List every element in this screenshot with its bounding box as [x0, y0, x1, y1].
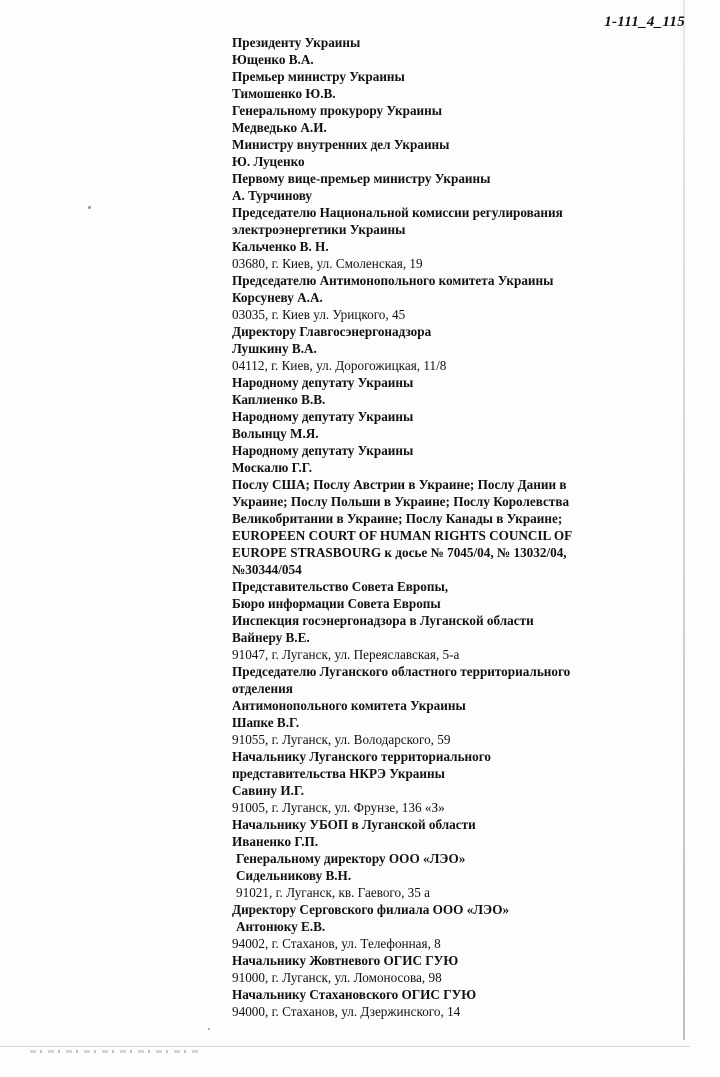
scan-speck: [208, 1028, 210, 1030]
recipient-line: Сидельникову В.Н.: [236, 868, 352, 883]
recipient-line: Представительство Совета Европы,: [232, 579, 449, 594]
address-line: 91055, г. Луганск, ул. Володарского, 59: [232, 732, 451, 747]
recipient-line: Премьер министру Украины: [232, 69, 405, 84]
recipient-line: Волынцу М.Я.: [232, 426, 319, 441]
recipient-line: Антимонопольного комитета Украины: [232, 698, 466, 713]
address-line: 94002, г. Стаханов, ул. Телефонная, 8: [232, 936, 441, 951]
recipient-line: Вайнеру В.Е.: [232, 630, 310, 645]
recipient-line: №30344/054: [232, 562, 302, 577]
recipient-line: Москалю Г.Г.: [232, 460, 312, 475]
recipient-line: Народному депутату Украины: [232, 375, 414, 390]
recipient-line: Председателю Луганского областного территориального: [232, 664, 571, 679]
recipient-line: Послу США; Послу Австрии в Украине; Послу Дании в: [232, 477, 567, 492]
recipient-line: Министру внутренних дел Украины: [232, 137, 450, 152]
paper-edge-right: [683, 0, 685, 1040]
address-line: 03680, г. Киев, ул. Смоленская, 19: [232, 256, 423, 271]
recipient-line: Начальнику Луганского территориального: [232, 749, 491, 764]
document-id: 1-111_4_115: [604, 14, 685, 30]
recipient-line: А. Турчинову: [232, 188, 313, 203]
address-line: 94000, г. Стаханов, ул. Дзержинского, 14: [232, 1004, 461, 1019]
recipient-line: Директору Серговского филиала ООО «ЛЭО»: [232, 902, 510, 917]
recipient-line: Начальнику УБОП в Луганской области: [232, 817, 476, 832]
recipient-line: Бюро информации Совета Европы: [232, 596, 441, 611]
scan-artifact: [30, 1050, 200, 1053]
recipient-line: EUROPEEN COURT OF HUMAN RIGHTS COUNCIL OF: [232, 528, 573, 543]
address-line: 04112, г. Киев, ул. Дорогожицкая, 11/8: [232, 358, 447, 373]
recipient-line: отделения: [232, 681, 293, 696]
recipient-line: Начальнику Стахановского ОГИС ГУЮ: [232, 987, 477, 1002]
recipient-line: Медведько А.И.: [232, 120, 327, 135]
recipient-list: [232, 34, 632, 1020]
recipient-line: Кальченко В. Н.: [232, 239, 329, 254]
recipient-line: Тимошенко Ю.В.: [232, 86, 336, 101]
recipient-line: Иваненко Г.П.: [232, 834, 319, 849]
recipient-line: Инспекция госэнергонадзора в Луганской области: [232, 613, 534, 628]
recipient-line: Шапке В.Г.: [232, 715, 300, 730]
recipient-line: Антонюку Е.В.: [236, 919, 326, 934]
scan-speck: [88, 206, 91, 209]
address-line: 91021, г. Луганск, кв. Гаевого, 35 а: [236, 885, 431, 900]
recipient-line: Корсуневу А.А.: [232, 290, 323, 305]
recipient-line: Савину И.Г.: [232, 783, 305, 798]
recipient-line: Украине; Послу Польши в Украине; Послу Королевства: [232, 494, 570, 509]
recipient-line: EUROPE STRASBOURG к досье № 7045/04, № 13032/04,: [232, 545, 567, 560]
recipient-line: электроэнергетики Украины: [232, 222, 406, 237]
recipient-line: Лушкину В.А.: [232, 341, 317, 356]
address-line: 91005, г. Луганск, ул. Фрунзе, 136 «З»: [232, 800, 445, 815]
recipient-line: Начальнику Жовтневого ОГИС ГУЮ: [232, 953, 459, 968]
recipient-line: Директору Главгосэнергонадзора: [232, 324, 432, 339]
recipient-line: Каплиенко В.В.: [232, 392, 326, 407]
address-line: 91047, г. Луганск, ул. Переяславская, 5-а: [232, 647, 460, 662]
recipient-line: Ю. Луценко: [232, 154, 305, 169]
paper-edge-bottom: [0, 1046, 690, 1047]
recipient-line: Председателю Антимонопольного комитета Украины: [232, 273, 554, 288]
recipient-line: Ющенко В.А.: [232, 52, 314, 67]
recipient-line: Народному депутату Украины: [232, 443, 414, 458]
recipient-line: Президенту Украины: [232, 35, 361, 50]
recipient-line: Первому вице-премьер министру Украины: [232, 171, 491, 186]
recipient-line: Великобритании в Украине; Послу Канады в Украине;: [232, 511, 563, 526]
address-line: 91000, г. Луганск, ул. Ломоносова, 98: [232, 970, 442, 985]
recipient-line: Генеральному директору ООО «ЛЭО»: [236, 851, 466, 866]
recipient-line: Народному депутату Украины: [232, 409, 414, 424]
recipient-line: представительства НКРЭ Украины: [232, 766, 445, 781]
address-line: 03035, г. Киев ул. Урицкого, 45: [232, 307, 406, 322]
recipient-line: Председателю Национальной комиссии регулирования: [232, 205, 563, 220]
recipient-line: Генеральному прокурору Украины: [232, 103, 443, 118]
